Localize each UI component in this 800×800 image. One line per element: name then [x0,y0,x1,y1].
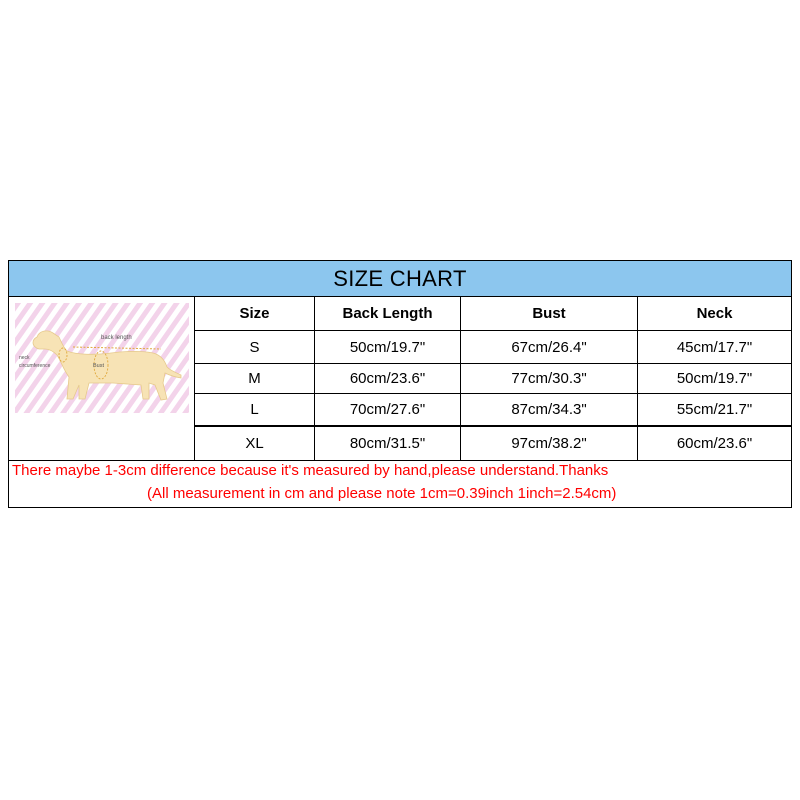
bust-label: Bust [93,363,105,369]
header-neck: Neck [638,297,791,331]
cell-neck: 50cm/19.7" [638,364,791,394]
size-chart [8,260,792,508]
dog-measurement-illustration [15,303,189,413]
header-bust: Bust [461,297,638,331]
cell-back-length: 60cm/23.6" [315,364,461,394]
cell-back-length: 80cm/31.5" [315,426,461,460]
cell-back-length: 70cm/27.6" [315,394,461,426]
header-back-length: Back Length [315,297,461,331]
table-row [195,364,791,394]
title-text: SIZE CHART [333,265,467,291]
cell-size: M [195,364,315,394]
cell-bust: 77cm/30.3" [461,364,638,394]
neck-label-line2: circumference [19,363,51,369]
cell-size: L [195,394,315,426]
table-row [195,394,791,427]
notes-area [9,460,791,507]
cell-bust: 87cm/34.3" [461,394,638,426]
neck-label-line1: neck [19,355,30,361]
disclaimer-note: There maybe 1-3cm difference because it's measured by hand,please understand.Thanks [12,462,609,479]
size-chart-title [9,261,791,297]
unit-conversion-note: (All measurement in cm and please note 1cm=0.39inch 1inch=2.54cm) [147,485,617,502]
header-size: Size [195,297,315,331]
dog-measurement-image-cell [9,297,195,460]
cell-neck: 45cm/17.7" [638,331,791,364]
cell-neck: 55cm/21.7" [638,394,791,426]
table-row [195,426,791,460]
cell-size: XL [195,426,315,460]
cell-back-length: 50cm/19.7" [315,331,461,364]
size-table [195,297,791,419]
table-header-row [195,297,791,331]
cell-size: S [195,331,315,364]
table-row [195,331,791,364]
cell-bust: 97cm/38.2" [461,426,638,460]
cell-bust: 67cm/26.4" [461,331,638,364]
cell-neck: 60cm/23.6" [676,434,753,452]
back-length-label: back length [101,335,132,341]
